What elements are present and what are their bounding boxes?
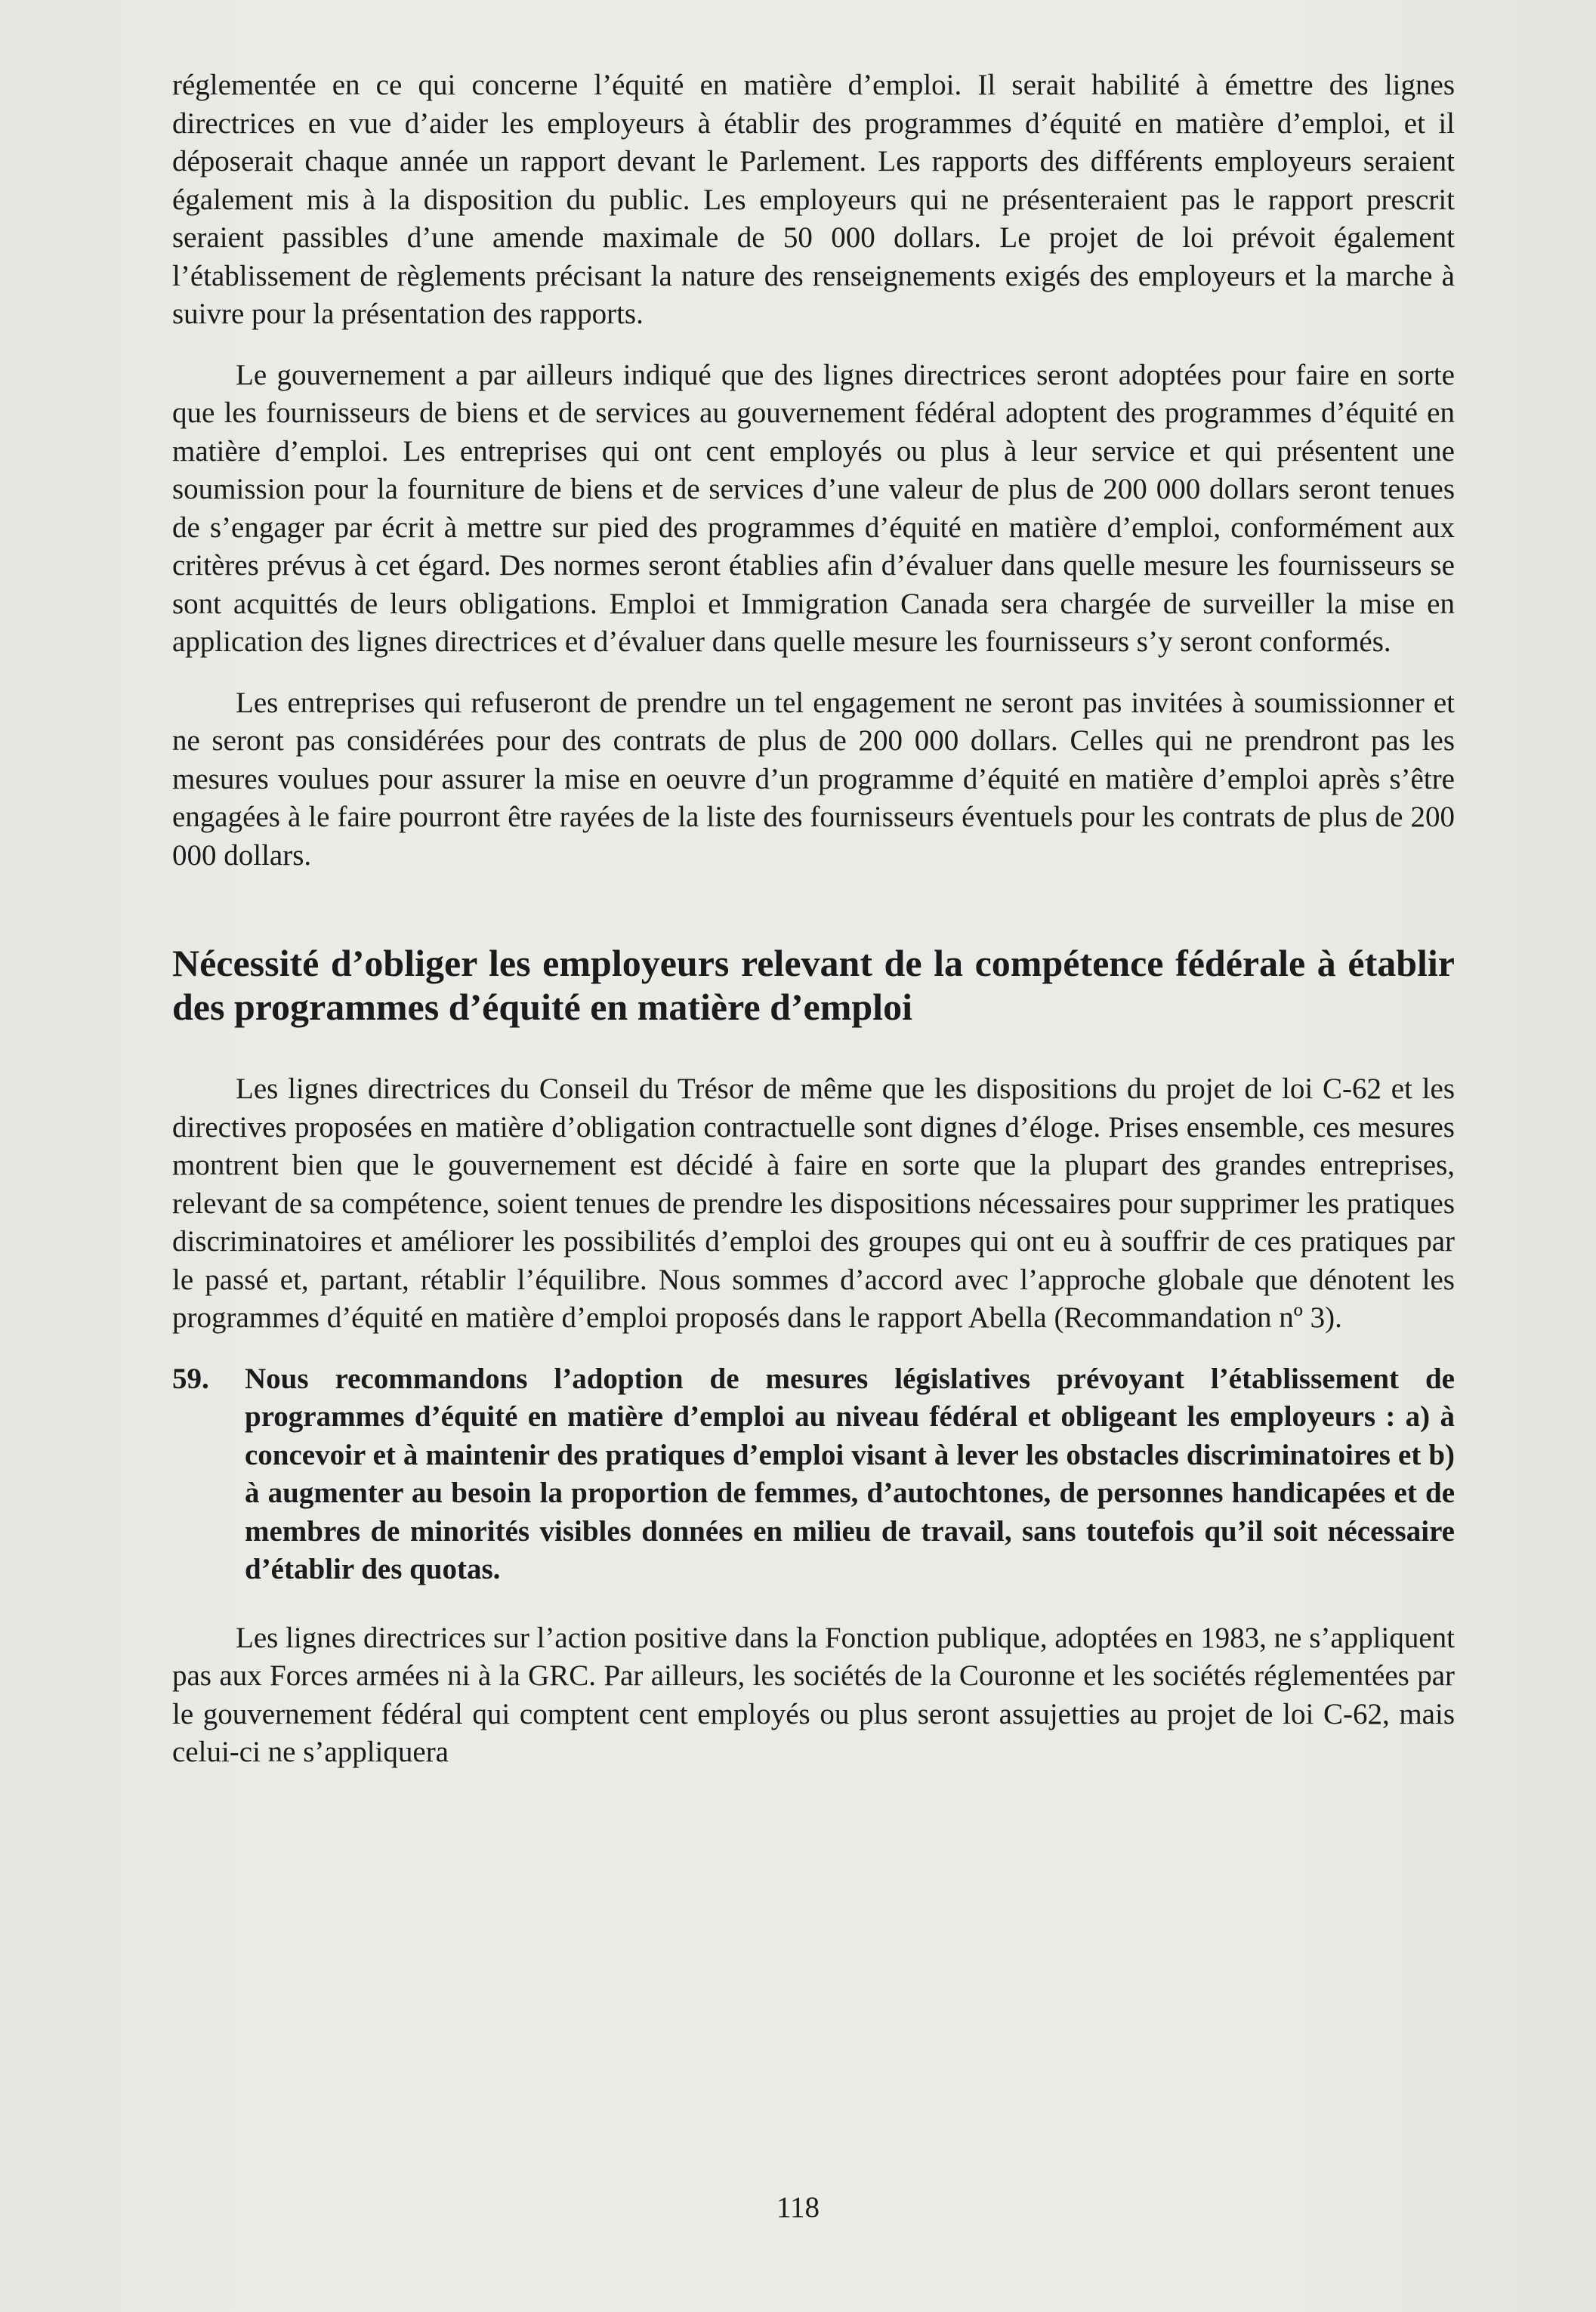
recommendation-number: 59.: [172, 1362, 209, 1395]
recommendation-text: Nous recommandons l’adoption de mesures législatives prévoyant l’établissement de programmes d’équité en matière d’emploi au niveau fédéral et obligeant les employeurs : a) à concevoir et à maintenir des pratiques d’emploi visant à lever les obstacles discriminatoires et b) à augmenter au besoin la proportion de femmes, d’autochtones, de personnes handicapées et de membres de minorités visibles données en milieu de travail, sans toutefois qu’il soit nécessaire d’établir des quotas.: [245, 1362, 1455, 1585]
paragraph-treasury-guidelines: Les lignes directrices du Conseil du Trésor de même que les dispositions du projet de loi C-62 et les directives proposées en matière d’obligation contractuelle sont dignes d’éloge. Prises ensemble, ces mesures montrent bien que le gouvernement est décidé à faire en sorte que la plupart des grandes entreprises, relevant de sa compétence, soient tenues de prendre les dispositions nécessaires pour supprimer les pratiques discriminatoires et améliorer les possibilités d’emploi des groupes qui ont eu à souffrir de ces pratiques par le passé et, partant, rétablir l’équilibre. Nous sommes d’accord avec l’approche globale que dénotent les programmes d’équité en matière d’emploi proposés dans le rapport Abella (Recommandation nº 3).: [172, 1073, 1455, 1334]
page-body: [172, 66, 1455, 1772]
paragraph-continuation: réglementée en ce qui concerne l’équité en matière d’emploi. Il serait habilité à émettre des lignes directrices en vue d’aider les employeurs à établir des programmes d’équité en matière d’emploi, et il déposerait chaque année un rapport devant le Parlement. Les rapports des différents employeurs seraient également mis à la disposition du public. Les employeurs qui ne présenteraient pas le rapport prescrit seraient passibles d’une amende maximale de 50 000 dollars. Le projet de loi prévoit également l’établissement de règlements précisant la nature des renseignements exigés des employeurs et la marche à suivre pour la présentation des rapports.: [172, 69, 1455, 330]
page-number: 118: [776, 2191, 820, 2224]
paragraph-refusal-consequences: Les entreprises qui refuseront de prendre un tel engagement ne seront pas invitées à soumissionner et ne seront pas considérées pour des contrats de plus de 200 000 dollars. Celles qui ne prendront pas les mesures voulues pour assurer la mise en oeuvre d’un programme d’équité en matière d’emploi après s’être engagées à le faire pourront être rayées de la liste des fournisseurs éventuels pour les contrats de plus de 200 000 dollars.: [172, 686, 1455, 872]
recommendation-block: [172, 1360, 1455, 1589]
paragraph-public-service: Les lignes directrices sur l’action positive dans la Fonction publique, adoptées en 1983, ne s’appliquent pas aux Forces armées ni à la GRC. Par ailleurs, les sociétés de la Couronne et les sociétés réglementées par le gouvernement fédéral qui comptent cent employés ou plus seront assujetties au projet de loi C-62, mais celui-ci ne s’appliquera: [172, 1621, 1455, 1768]
paragraph-supplier-guidelines: Le gouvernement a par ailleurs indiqué que des lignes directrices seront adoptées pour faire en sorte que les fournisseurs de biens et de services au gouvernement fédéral adoptent des programmes d’équité en matière d’emploi. Les entreprises qui ont cent employés ou plus à leur service et qui présentent une soumission pour la fourniture de biens et de services d’une valeur de plus de 200 000 dollars seront tenues de s’engager par écrit à mettre sur pied des programmes d’équité en matière d’emploi, conformément aux critères prévus à cet égard. Des normes seront établies afin d’évaluer dans quelle mesure les fournisseurs se sont acquittés de leurs obligations. Emploi et Immigration Canada sera chargée de surveiller la mise en application des lignes directrices et d’évaluer dans quelle mesure les fournisseurs s’y seront conformés.: [172, 358, 1455, 658]
section-heading: Nécessité d’obliger les employeurs relevant de la compétence fédérale à établir des programmes d’équité en matière d’emploi: [172, 942, 1455, 1028]
